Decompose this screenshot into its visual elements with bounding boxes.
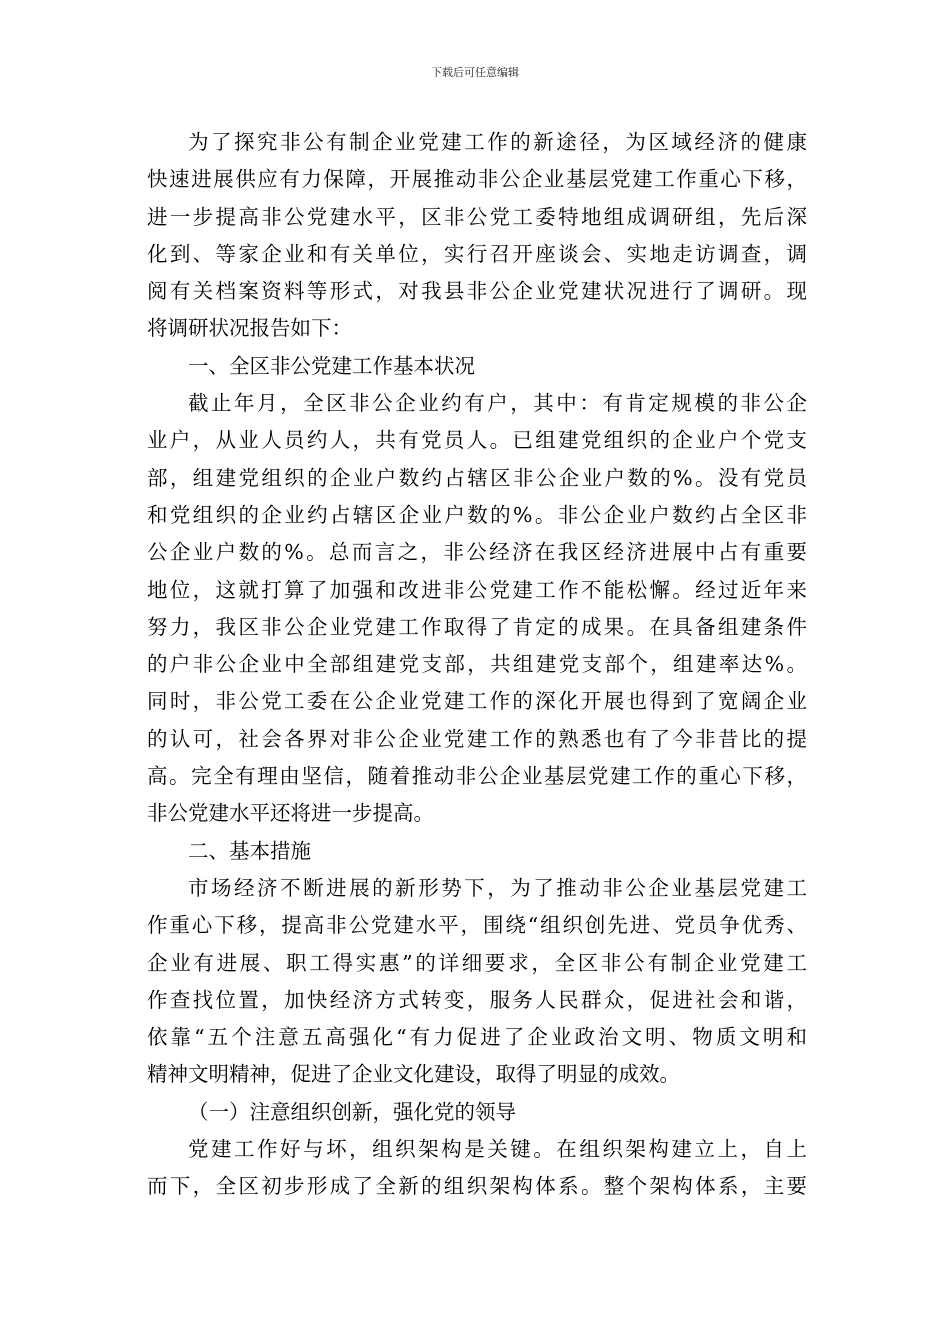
- text-line: 将调研状况报告如下：: [147, 316, 352, 341]
- text-line: 企业有进展、职工得实惠”的详细要求，全区非公有制企业党建工: [147, 950, 807, 975]
- text-line: 党建工作好与坏，组织架构是关键。在组织架构建立上，自上: [188, 1137, 807, 1162]
- document-body: [147, 124, 807, 1206]
- text-line: 作重心下移，提高非公党建水平，围绕“组织创先进、党员争优秀、: [147, 913, 807, 938]
- text-line: （一）注意组织创新，强化党的领导: [188, 1099, 516, 1124]
- text-line: 进一步提高非公党建水平，区非公党工委特地组成调研组，先后深: [147, 204, 807, 229]
- text-line: 地位，这就打算了加强和改进非公党建工作不能松懈。经过近年来: [147, 577, 807, 602]
- text-line: 而下，全区初步形成了全新的组织架构体系。整个架构体系，主要: [147, 1174, 807, 1199]
- text-line: 二、基本措施: [188, 838, 311, 863]
- text-line: 同时，非公党工委在公企业党建工作的深化开展也得到了宽阔企业: [147, 689, 807, 714]
- text-line: 公企业户数的%。总而言之，非公经济在我区经济进展中占有重要: [147, 540, 807, 565]
- text-line: 截止年月，全区非公企业约有户，其中：有肯定规模的非公企: [188, 391, 807, 416]
- text-line: 快速进展供应有力保障，开展推动非公企业基层党建工作重心下移，: [147, 167, 807, 192]
- text-line: 业户，从业人员约人，共有党员人。已组建党组织的企业户个党支: [147, 428, 807, 453]
- page-header: 下载后可任意编辑: [431, 66, 519, 79]
- text-line: 高。完全有理由坚信，随着推动非公企业基层党建工作的重心下移，: [147, 764, 807, 789]
- text-line: 精神文明精神，促进了企业文化建设，取得了明显的成效。: [147, 1062, 680, 1087]
- text-line: 的认可，社会各界对非公企业党建工作的熟悉也有了今非昔比的提: [147, 726, 807, 751]
- text-line: 化到、等家企业和有关单位，实行召开座谈会、实地走访调查，调: [147, 241, 807, 266]
- text-line: 依靠“五个注意五高强化“有力促进了企业政治文明、物质文明和: [147, 1025, 807, 1050]
- text-line: 一、全区非公党建工作基本状况: [188, 353, 475, 378]
- text-line: 的户非公企业中全部组建党支部，共组建党支部个，组建率达%。: [147, 652, 807, 677]
- text-line: 市场经济不断进展的新形势下，为了推动非公企业基层党建工: [188, 875, 807, 900]
- text-line: 阅有关档案资料等形式，对我县非公企业党建状况进行了调研。现: [147, 279, 807, 304]
- text-line: 努力，我区非公企业党建工作取得了肯定的成果。在具备组建条件: [147, 614, 807, 639]
- text-line: 和党组织的企业约占辖区企业户数的%。非公企业户数约占全区非: [147, 502, 807, 527]
- text-line: 为了探究非公有制企业党建工作的新途径，为区域经济的健康: [188, 130, 807, 154]
- text-line: 部，组建党组织的企业户数约占辖区非公企业户数的%。没有党员: [147, 465, 807, 490]
- text-line: 非公党建水平还将进一步提高。: [147, 801, 434, 826]
- text-line: 作查找位置，加快经济方式转变，服务人民群众，促进社会和谐，: [147, 987, 807, 1012]
